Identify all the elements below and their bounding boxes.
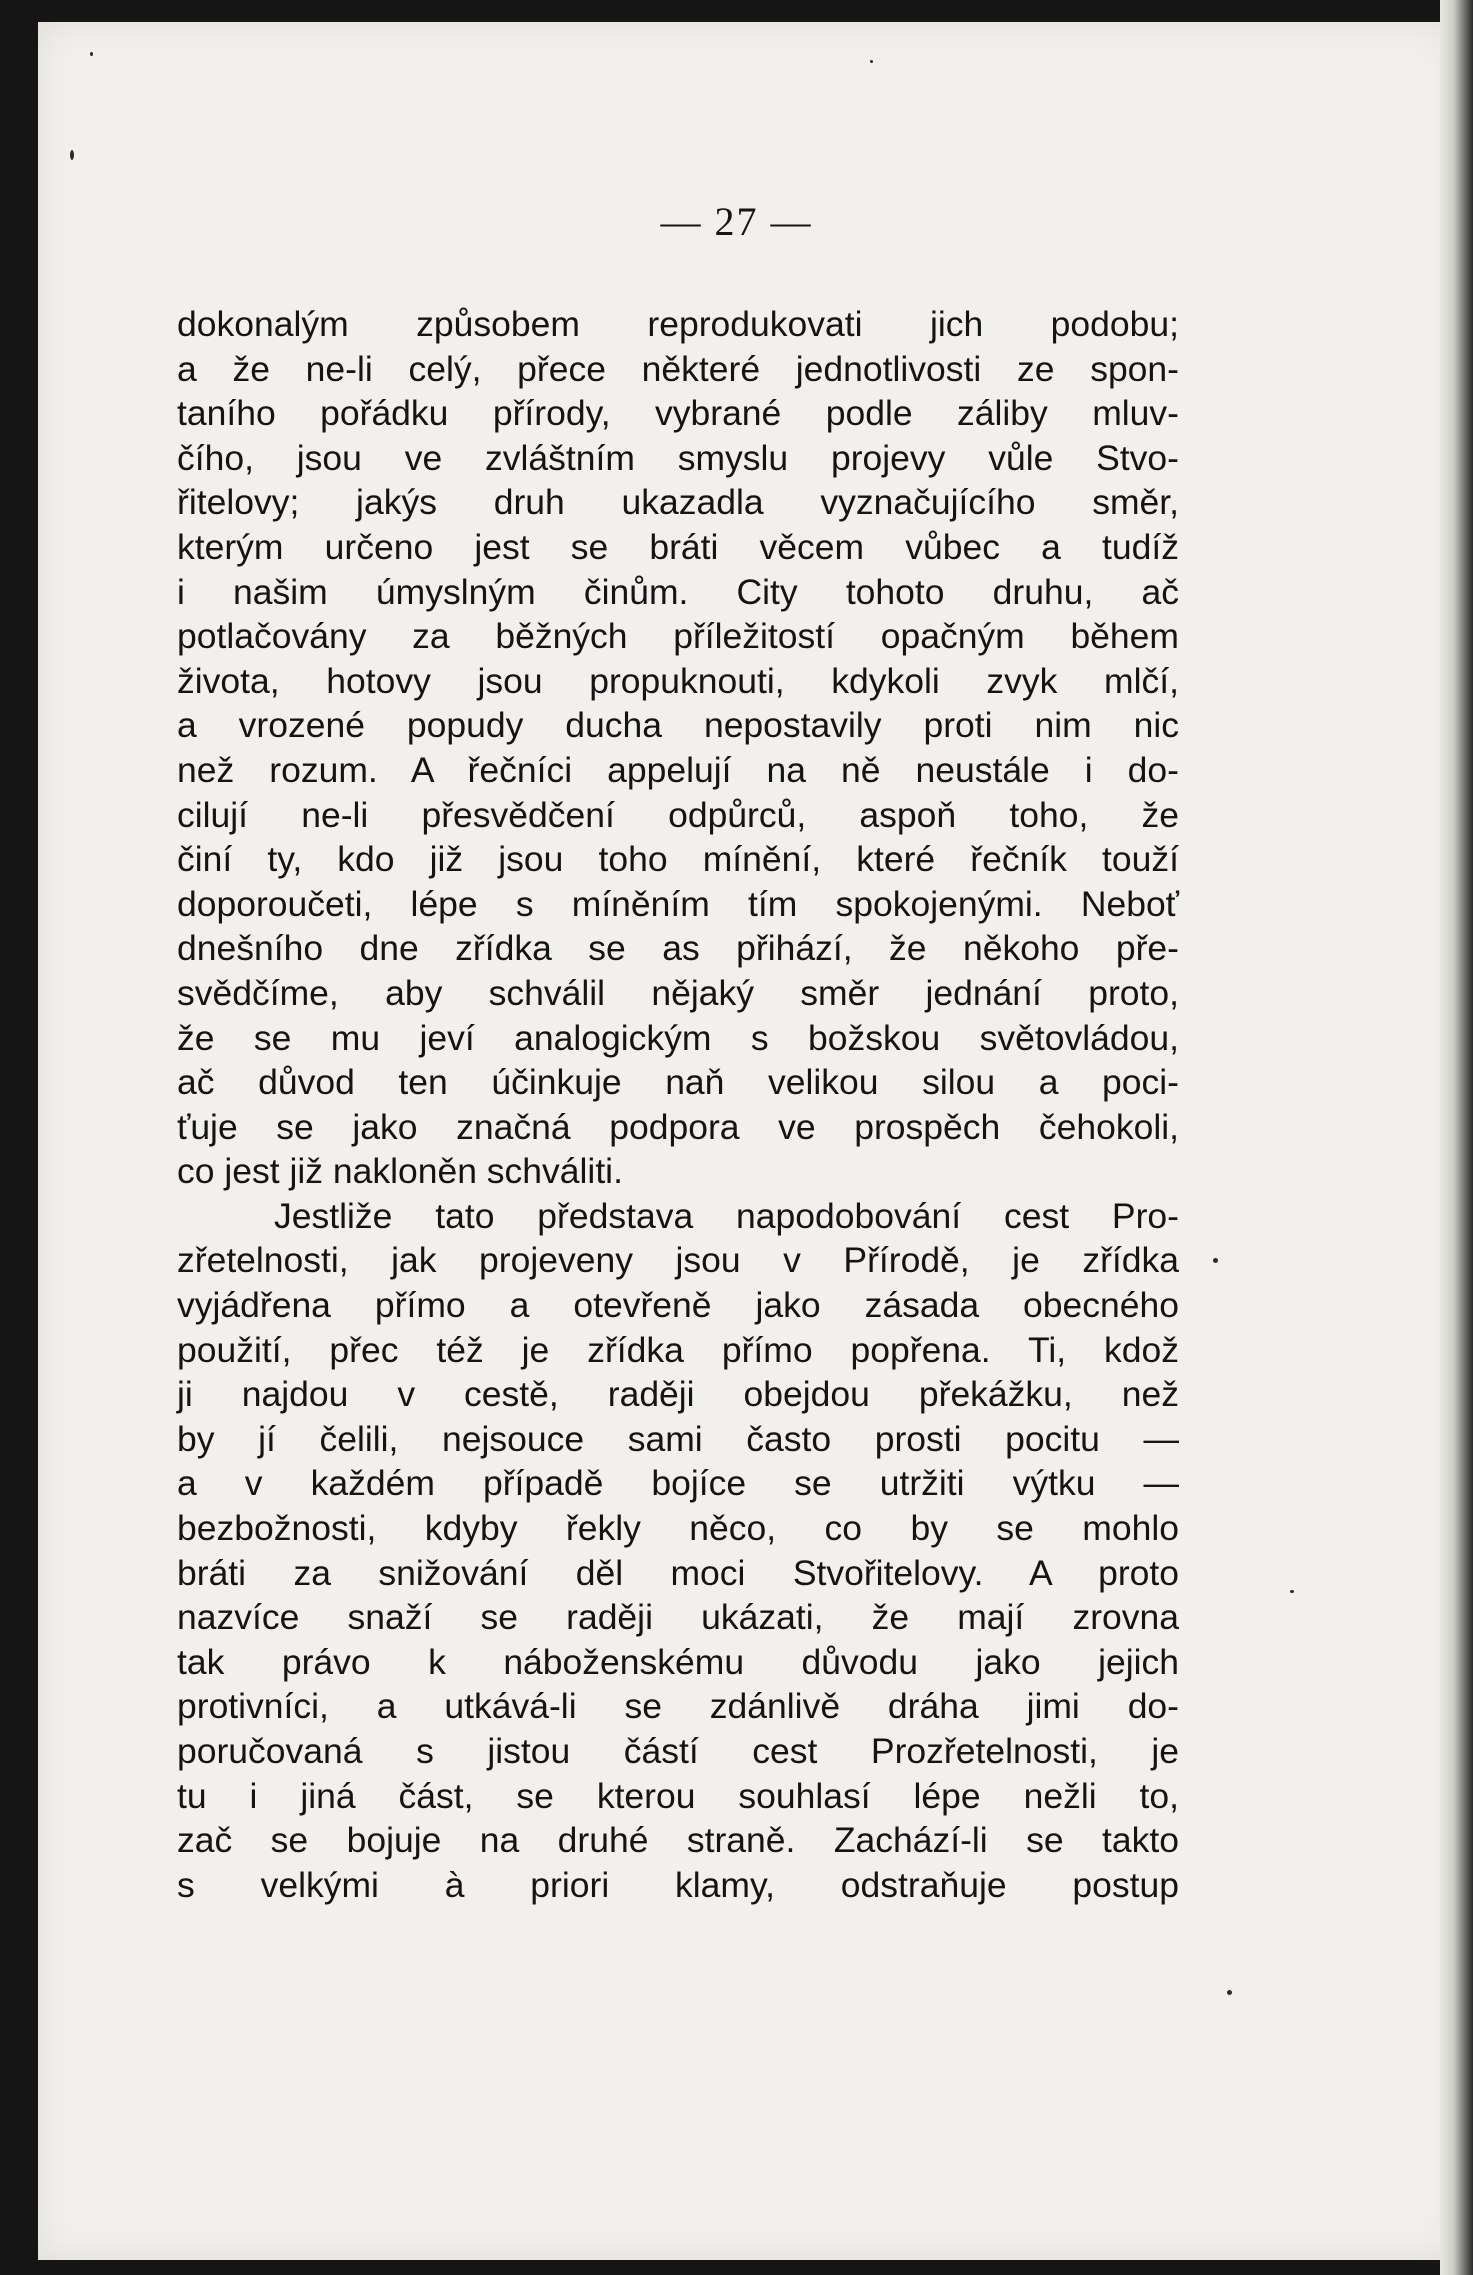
text-line: potlačovány za běžných příležitostí opačným během: [177, 616, 1179, 657]
scan-speck: [70, 150, 74, 160]
text-line: nazvíce snaží se raději ukázati, že mají zrovna: [177, 1597, 1179, 1638]
scan-speck: [90, 52, 93, 56]
text-line: svědčíme, aby schválil nějaký směr jednání proto,: [177, 972, 1179, 1013]
scan-speck: [1227, 1990, 1232, 1995]
text-line: Jestliže tato představa napodobování cest Pro-: [274, 1195, 1179, 1236]
text-line: řitelovy; jakýs druh ukazadla vyznačujícího směr,: [177, 482, 1179, 523]
text-line: protivníci, a utkává-li se zdánlivě dráha jimi do-: [177, 1686, 1179, 1727]
text-line: s velkými à priori klamy, odstraňuje postup: [177, 1864, 1179, 1905]
text-line: tu i jiná část, se kterou souhlasí lépe nežli to,: [177, 1775, 1179, 1816]
text-line: čího, jsou ve zvláštním smyslu projevy vůle Stvo-: [177, 437, 1179, 478]
page-number: — 27 —: [660, 199, 813, 244]
text-line: než rozum. A řečníci appelují na ně neustále i do-: [177, 749, 1179, 790]
scan-speck: [1213, 1258, 1218, 1263]
text-line: taního pořádku přírody, vybrané podle záliby mluv-: [177, 393, 1179, 434]
text-line: činí ty, kdo již jsou toho mínění, které řečník touží: [177, 839, 1179, 880]
text-line: by jí čelili, nejsouce sami často prosti pocitu —: [177, 1418, 1179, 1459]
text-line: zřetelnosti, jak projeveny jsou v Přírodě, je zřídka: [177, 1240, 1179, 1281]
scan-speck: [870, 60, 873, 63]
text-line: cilují ne-li přesvědčení odpůrců, aspoň toho, že: [177, 794, 1179, 835]
text-line: že se mu jeví analogickým s božskou světovládou,: [177, 1017, 1179, 1058]
text-line: i našim úmyslným činům. City tohoto druhu, ač: [177, 571, 1179, 612]
text-line: kterým určeno jest se bráti věcem vůbec a tudíž: [177, 526, 1179, 567]
text-line: doporoučeti, lépe s míněním tím spokojenými. Neboť: [177, 883, 1179, 924]
text-line: ač důvod ten účinkuje naň velikou silou a poci-: [177, 1062, 1179, 1103]
text-line: vyjádřena přímo a otevřeně jako zásada obecného: [177, 1285, 1179, 1326]
text-line: a vrozené popudy ducha nepostavily proti nim nic: [177, 705, 1179, 746]
text-line: tak právo k náboženskému důvodu jako jejich: [177, 1641, 1179, 1682]
text-line: zač se bojuje na druhé straně. Zachází-li se takto: [177, 1820, 1179, 1861]
text-line: co jest již nakloněn schváliti.: [177, 1151, 623, 1192]
text-line: poručovaná s jistou částí cest Prozřetelnosti, je: [177, 1731, 1179, 1771]
scan-speck: [1290, 1590, 1294, 1593]
text-line: života, hotovy jsou propuknouti, kdykoli zvyk mlčí,: [177, 660, 1179, 701]
text-line: bráti za snižování děl moci Stvořitelovy. A proto: [177, 1552, 1179, 1593]
text-line: použití, přec též je zřídka přímo popřena. Ti, kdož: [177, 1329, 1179, 1370]
body-text: [177, 302, 1179, 1907]
text-line: dnešního dne zřídka se as přihází, že někoho pře-: [177, 928, 1179, 969]
text-line: bezbožnosti, kdyby řekly něco, co by se mohlo: [177, 1508, 1179, 1549]
text-line: ťuje se jako značná podpora ve prospěch čehokoli,: [177, 1106, 1179, 1147]
text-line: ji najdou v cestě, raději obejdou překážku, než: [177, 1374, 1179, 1415]
text-line: a v každém případě bojíce se utržiti výtku —: [177, 1463, 1179, 1504]
text-line: dokonalým způsobem reprodukovati jich podobu;: [177, 304, 1179, 344]
page-edge-shadow: [1440, 0, 1473, 2275]
text-line: a že ne-li celý, přece některé jednotlivosti ze spon-: [177, 348, 1179, 389]
